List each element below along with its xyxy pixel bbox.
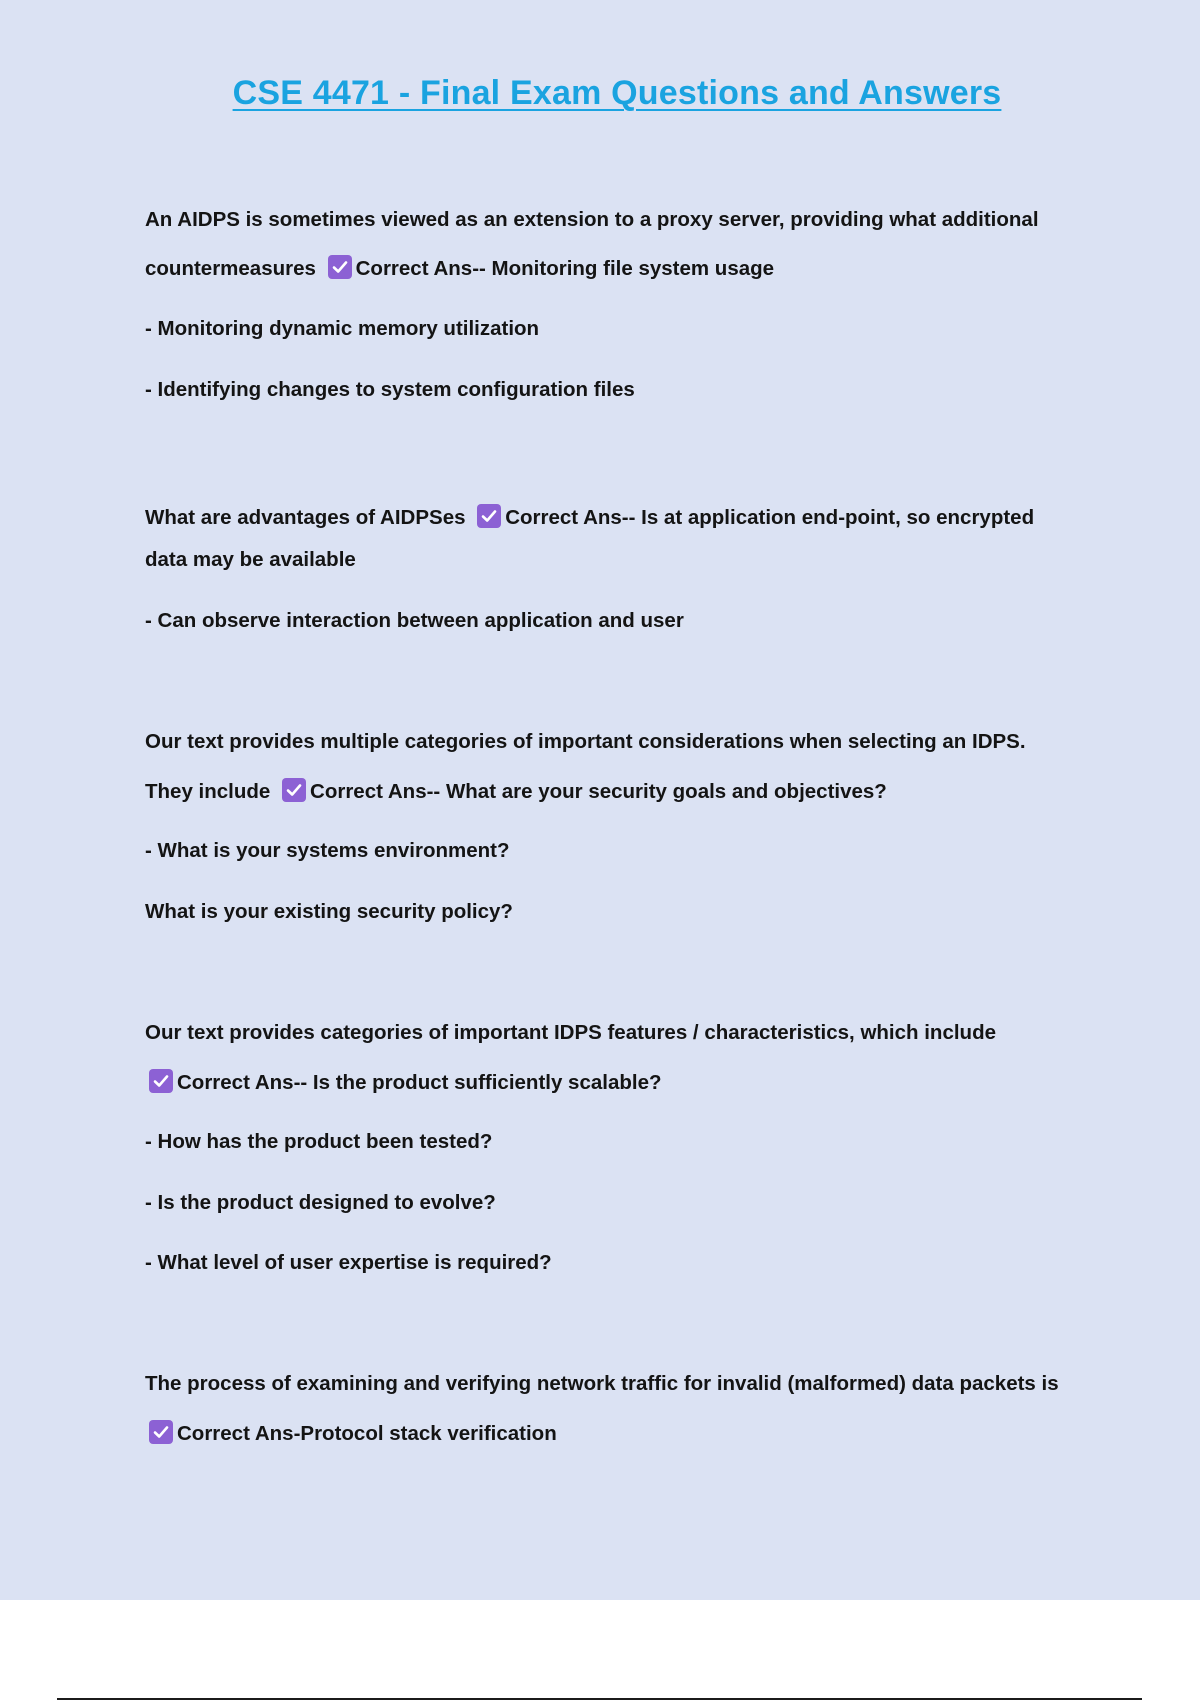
answer-line xyxy=(145,1251,552,1276)
answer-text: - Monitoring dynamic memory utilization xyxy=(145,317,540,340)
answer-line xyxy=(145,1130,492,1155)
answer-text: Correct Ans-- Monitoring file system usage xyxy=(355,257,775,280)
answer-text: - Is the product designed to evolve? xyxy=(145,1191,496,1214)
answer-line xyxy=(145,1069,662,1096)
checkbox-checked-icon xyxy=(282,778,306,802)
qa-block xyxy=(145,1021,1095,1274)
question-line xyxy=(145,730,1026,755)
question-text: Our text provides multiple categories of important considerations when selecting an IDPS. xyxy=(145,730,1026,753)
answer-text: Correct Ans-Protocol stack verification xyxy=(177,1422,557,1445)
answer-text: - Identifying changes to system configuration files xyxy=(145,378,635,401)
answer-line xyxy=(145,609,684,634)
answer-text: Correct Ans-- What are your security goals and objectives? xyxy=(310,780,887,803)
answer-text: Correct Ans-- Is the product sufficiently scalable? xyxy=(177,1071,662,1094)
answer-text: - How has the product been tested? xyxy=(145,1130,493,1153)
answer-line xyxy=(145,255,774,282)
answer-line xyxy=(145,317,539,342)
checkbox-checked-icon xyxy=(477,504,501,528)
answer-line xyxy=(145,900,513,925)
qa-block xyxy=(145,1372,1095,1452)
question-text: An AIDPS is sometimes viewed as an extension to a proxy server, providing what additional xyxy=(145,208,1039,231)
answer-line xyxy=(145,548,356,573)
question-line xyxy=(145,504,1034,531)
answer-line xyxy=(145,378,635,403)
question-text: The process of examining and verifying network traffic for invalid (malformed) data packets is xyxy=(145,1372,1059,1395)
answer-text: data may be available xyxy=(145,548,356,571)
qa-block xyxy=(145,730,1095,930)
question-text: Our text provides categories of important IDPS features / characteristics, which include xyxy=(145,1021,996,1044)
question-text: countermeasures xyxy=(145,257,316,280)
document-title: CSE 4471 - Final Exam Questions and Answers xyxy=(232,74,1002,112)
question-line xyxy=(145,1021,996,1046)
checkbox-checked-icon xyxy=(328,255,352,279)
question-line xyxy=(145,208,1039,233)
answer-text: - What level of user expertise is required? xyxy=(145,1251,552,1274)
question-line xyxy=(145,1372,1059,1397)
question-text: What are advantages of AIDPSes xyxy=(145,506,466,529)
answer-text: What is your existing security policy? xyxy=(145,900,513,923)
answer-text: - What is your systems environment? xyxy=(145,839,510,862)
qa-block xyxy=(145,504,1095,644)
answer-line xyxy=(145,839,510,864)
answer-line xyxy=(145,778,887,805)
answer-text: - Can observe interaction between application and user xyxy=(145,609,684,632)
answer-text: Correct Ans-- Is at application end-point, so encrypted xyxy=(505,506,1035,529)
question-text: They include xyxy=(145,780,271,803)
answer-line xyxy=(145,1420,557,1447)
qa-block xyxy=(145,208,1095,408)
checkbox-checked-icon xyxy=(149,1420,173,1444)
answer-line xyxy=(145,1191,496,1216)
checkbox-checked-icon xyxy=(149,1069,173,1093)
